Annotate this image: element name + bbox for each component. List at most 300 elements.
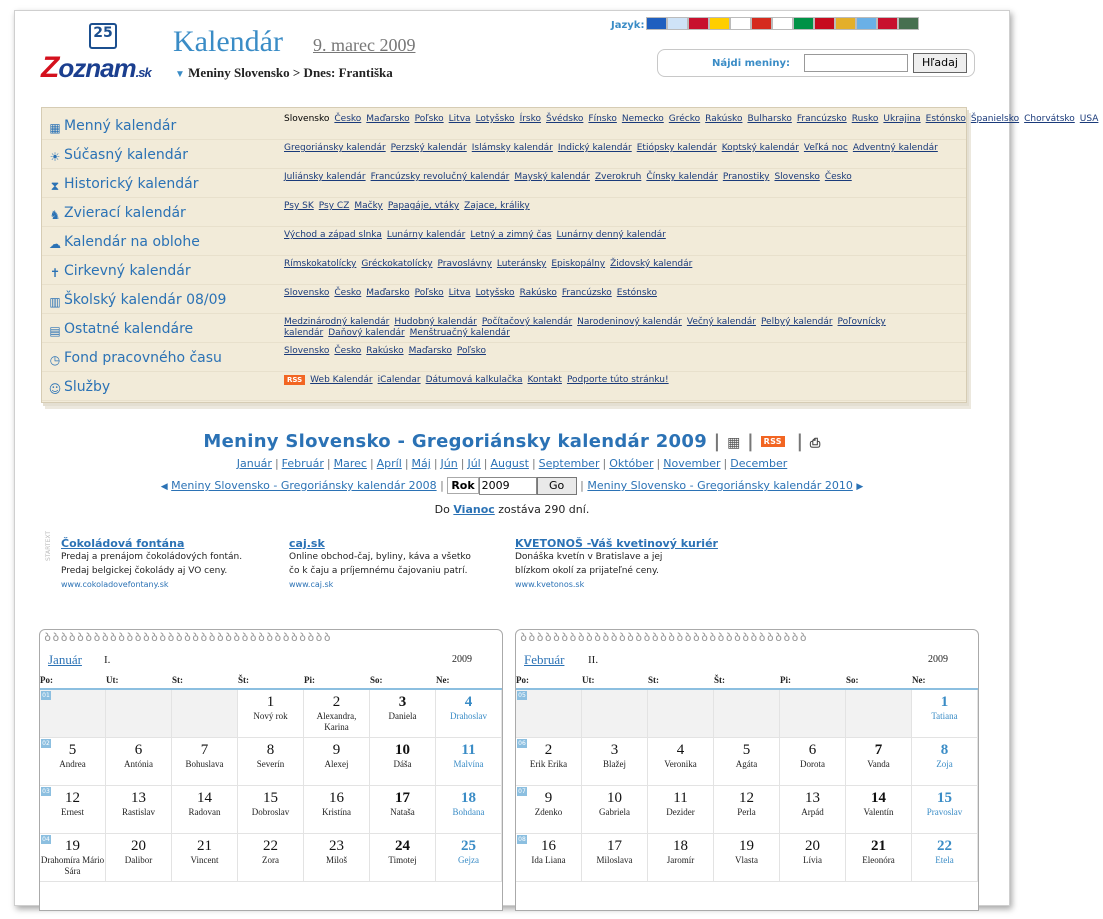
menu-link[interactable]: Papagáje, vtáky [387,201,460,211]
menu-link[interactable]: Mayský kalendár [514,172,590,182]
menu-link[interactable]: Čínsky kalendár [646,172,718,182]
month-link[interactable]: Apríl [376,457,402,470]
month-link[interactable]: Október [609,457,654,470]
category-links [284,143,960,154]
weekday-label: Ut: [582,675,595,685]
weekday-label: Pi: [780,675,791,685]
weekday-header [40,672,502,690]
nameday: Drahomíra Mário Sára [40,855,105,876]
menu-link[interactable]: Česko [334,114,362,124]
language-flag-5[interactable] [730,17,751,30]
day-cell[interactable] [912,786,978,834]
nameday: Zoja [936,759,953,769]
christmas-link[interactable]: Vianoc [453,503,495,516]
nameday: Alexandra, Karina [316,711,357,732]
day-number: 17 [607,838,622,854]
day-cell[interactable] [304,834,370,882]
menu-link[interactable]: Bulharsko [747,114,792,124]
day-number: 21 [871,838,886,854]
day-cell[interactable] [582,834,648,882]
day-number: 8 [266,742,275,758]
language-flag-2[interactable] [667,17,688,30]
day-number: 7 [874,742,883,758]
print-icon[interactable]: ⎙ [809,436,821,451]
search-input[interactable] [804,54,908,72]
nameday: Tatiana [931,711,958,721]
day-grid [40,690,502,882]
site-title[interactable]: Kalendár [173,25,283,58]
menu-link[interactable]: Pranostiky [722,172,770,182]
empty-cell [648,690,714,738]
weekday-label: So: [846,675,859,685]
day-cell[interactable] [780,786,846,834]
language-flag-3[interactable] [688,17,709,30]
menu-row [42,343,966,372]
menu-link[interactable]: Luteránsky [496,259,547,269]
menu-link[interactable]: Francúzsky revolučný kalendár [370,172,510,182]
day-cell[interactable] [516,834,582,882]
menu-link[interactable]: Letný a zimný čas [470,230,552,240]
month-link[interactable]: December [730,457,788,470]
day-number: 2 [544,742,553,758]
category-icon: ◷ [49,353,61,367]
ad-line: Online obchod-čaj, byliny, káva a všetko [289,552,471,562]
menu-link[interactable]: Menštruačný kalendár [409,328,510,338]
menu-row [42,111,1099,140]
menu-link[interactable]: Litva [448,114,471,124]
category-links [284,259,960,270]
day-number: 22 [263,838,278,854]
ad-title[interactable]: Čokoládová fontána [61,537,185,550]
language-flag-13[interactable] [898,17,919,30]
separator: | [460,457,465,470]
day-cell[interactable] [780,738,846,786]
day-number: 19 [739,838,754,854]
menu-link[interactable]: Hudobný kalendár [394,317,477,327]
day-number: 14 [871,790,886,806]
menu-link[interactable]: Slovensko [284,346,330,356]
year-input[interactable]: 2009 [479,477,537,495]
day-cell[interactable] [582,738,648,786]
month-link[interactable]: August [490,457,529,470]
menu-link[interactable]: Rusko [851,114,879,124]
day-cell[interactable] [436,834,502,882]
zoznam-logo[interactable] [41,19,171,84]
nameday: Miloš [325,855,347,865]
day-cell[interactable] [648,738,714,786]
menu-category[interactable] [48,234,200,251]
language-flag-10[interactable] [835,17,856,30]
menu-link[interactable]: Mačky [354,201,383,211]
category-icon: ☁ [49,237,61,251]
day-number: 5 [742,742,751,758]
month-name[interactable]: Január [48,652,82,667]
day-cell[interactable] [516,738,582,786]
language-flag-8[interactable] [793,17,814,30]
ad-block [515,537,718,592]
day-cell[interactable] [436,738,502,786]
menu-row [42,256,966,285]
menu-link[interactable]: Kontakt [527,375,562,385]
week-number: 01 [42,692,50,699]
day-number: 19 [65,838,80,854]
category-label[interactable]: Zvierací kalendár [64,205,186,221]
menu-link[interactable]: Pelbyý kalendár [760,317,833,327]
menu-link[interactable]: Grécko [668,114,701,124]
menu-link[interactable]: Ukrajina [883,114,921,124]
menu-link[interactable]: Narodeninový kalendár [577,317,682,327]
ad-url[interactable]: www.caj.sk [289,580,334,589]
menu-link[interactable]: Veľká noc [803,143,848,153]
menu-link[interactable]: Česko [334,288,362,298]
day-number: 18 [673,838,688,854]
week-number: 08 [518,836,526,843]
day-number: 20 [131,838,146,854]
menu-category[interactable] [48,263,191,280]
day-number: 7 [200,742,209,758]
menu-category[interactable] [48,147,188,164]
ads-tag: STARTEXT [45,531,52,561]
month-nav [15,457,1009,470]
menu-link[interactable]: Web Kalendár [310,375,373,385]
menu-link[interactable]: Episkopálny [551,259,606,269]
language-flag-12[interactable] [877,17,898,30]
page-title: Meniny Slovensko - Gregoriánsky kalendár 2009 | ▦ | RSS | ⎙ [203,431,821,452]
menu-category[interactable] [48,205,186,222]
menu-link[interactable]: Gréckokatolícky [361,259,433,269]
day-cell[interactable] [370,786,436,834]
day-cell[interactable] [846,738,912,786]
empty-cell [40,690,106,738]
language-flag-7[interactable] [772,17,793,30]
category-icon: ▤ [49,324,61,338]
menu-link[interactable]: Francúzsko [561,288,612,298]
month-link[interactable]: Máj [411,457,431,470]
language-flag-4[interactable] [709,17,730,30]
day-cell[interactable] [370,834,436,882]
day-number: 22 [937,838,952,854]
menu-link[interactable]: Írsko [519,114,542,124]
menu-link[interactable]: Večný kalendár [686,317,756,327]
day-number: 15 [263,790,278,806]
day-number: 20 [805,838,820,854]
category-label[interactable]: Školský kalendár 08/09 [64,292,227,308]
menu-link[interactable]: Estónsko [616,288,657,298]
next-year-link[interactable]: Meniny Slovensko - Gregoriánsky kalendár 2010 [587,479,853,492]
day-cell[interactable] [516,786,582,834]
nameday: Dorota [800,759,825,769]
menu-link[interactable]: Zverokruh [594,172,642,182]
category-links [284,288,960,299]
empty-cell [846,690,912,738]
nameday: Miloslava [596,855,633,865]
menu-link[interactable]: Gregoriánsky kalendár [284,143,386,153]
nameday: Zora [262,855,279,865]
day-number: 10 [607,790,622,806]
menu-link[interactable]: Španielsko [970,114,1020,124]
category-label[interactable]: Kalendár na oblohe [64,234,200,250]
month-link[interactable]: Január [236,457,272,470]
month-link[interactable]: Marec [333,457,367,470]
language-flag-9[interactable] [814,17,835,30]
day-number: 5 [68,742,77,758]
day-cell[interactable] [714,738,780,786]
day-cell[interactable] [40,738,106,786]
day-number: 11 [461,742,476,758]
category-label[interactable]: Historický kalendár [64,176,199,192]
menu-link[interactable]: Dátumová kalkulačka [425,375,523,385]
day-cell[interactable] [436,690,502,738]
day-cell[interactable] [304,786,370,834]
menu-link[interactable]: Psy CZ [318,201,350,211]
menu-link[interactable]: Poľsko [414,114,444,124]
menu-link[interactable]: Medzinárodný kalendár [284,317,390,327]
ad-line: Predaj a prenájom čokoládových fontán. [61,552,243,562]
menu-link[interactable]: Maďarsko [408,346,452,356]
day-cell[interactable] [106,738,172,786]
empty-cell [516,690,582,738]
menu-link[interactable]: Chorvátsko [1024,114,1075,124]
week-number: 07 [518,788,526,795]
day-cell[interactable] [912,738,978,786]
rss-icon[interactable]: RSS [284,375,305,385]
day-number: 6 [808,742,817,758]
menu-link[interactable]: Počítačový kalendár [481,317,573,327]
menu-category[interactable] [48,118,176,135]
menu-link[interactable]: Lotyšsko [475,288,515,298]
menu-link[interactable]: Slovensko [284,288,330,298]
day-cell[interactable] [648,834,714,882]
weekday-label: Št: [238,675,249,685]
menu-link[interactable]: Indický kalendár [557,143,632,153]
calendar-february [515,629,979,911]
menu-link[interactable]: Rakúsko [705,114,743,124]
menu-link[interactable]: Nemecko [621,114,664,124]
day-cell[interactable] [40,786,106,834]
menu-category[interactable] [48,176,199,193]
menu-link[interactable]: Etiópsky kalendár [636,143,717,153]
month-roman: II. [588,654,599,666]
empty-cell [582,690,648,738]
nameday: Alexej [324,759,349,769]
weekday-label: Po: [40,675,53,685]
nameday: Erik Erika [529,759,568,769]
menu-link[interactable]: Psy SK [284,201,314,211]
menu-link[interactable]: Francúzsko [796,114,847,124]
day-cell[interactable] [582,786,648,834]
separator: | [483,457,488,470]
nameday: Dáša [393,759,412,769]
day-cell[interactable] [714,834,780,882]
menu-link[interactable]: Česko [824,172,852,182]
weekday-label: Ne: [912,675,926,685]
nameday: Rastislav [122,807,155,817]
day-cell[interactable] [912,834,978,882]
menu-link[interactable]: Poľovnícky kalendár [284,317,886,338]
category-label[interactable]: Fond pracovného času [64,350,222,366]
nameday: Timotej [388,855,417,865]
menu-link[interactable]: Česko [334,346,362,356]
menu-link[interactable]: Daňový kalendár [328,328,405,338]
day-cell[interactable] [238,690,304,738]
day-cell[interactable] [304,690,370,738]
menu-link[interactable]: Estónsko [925,114,966,124]
nameday: Nataša [390,807,415,817]
menu-link[interactable]: Poľsko [414,288,444,298]
day-cell[interactable] [238,738,304,786]
menu-link[interactable]: Zajace, králiky [464,201,530,211]
ad-url[interactable]: www.kvetonos.sk [515,580,585,589]
spiral-binding: ბბბბბბბბბბბბბბბბბბბბბბბბბბბბბბბბბბბ [520,630,808,644]
spiral-binding: ბბბბბბბბბბბბბბბბბბბბბბბბბბბბბბბბბბბ [44,630,332,644]
month-name[interactable]: Február [524,652,565,667]
day-number: 9 [332,742,341,758]
ad-title[interactable]: KVETONOŠ -Váš kvetinový kuriér [515,537,718,550]
menu-link[interactable]: Židovský kalendár [610,259,693,269]
day-number: 8 [940,742,949,758]
menu-category[interactable] [48,379,110,396]
nameday: Kristína [322,807,351,817]
nameday: Vincent [190,855,219,865]
month-link[interactable]: Júl [467,457,481,470]
month-roman: I. [104,654,111,666]
go-button[interactable]: Go [537,477,577,495]
category-label[interactable]: Ostatné kalendáre [64,321,194,337]
day-cell[interactable] [172,738,238,786]
menu-category[interactable] [48,292,226,309]
month-link[interactable]: November [663,457,721,470]
category-label[interactable]: Cirkevný kalendár [64,263,191,279]
day-cell[interactable] [648,786,714,834]
calendar-icon[interactable]: ▦ [727,435,741,451]
day-cell[interactable] [846,834,912,882]
language-flag-11[interactable] [856,17,877,30]
day-cell[interactable] [106,834,172,882]
day-cell[interactable] [238,834,304,882]
logo-wordmark: Zoznam.sk [41,51,151,84]
day-cell[interactable] [106,786,172,834]
nameday: Vlasta [735,855,758,865]
menu-link[interactable]: Rímskokatolícky [284,259,357,269]
menu-link[interactable]: Švédsko [546,114,584,124]
nameday: Radovan [188,807,221,817]
menu-category[interactable] [48,321,193,338]
nameday: Lívia [803,855,822,865]
nameday: Malvína [453,759,484,769]
separator: | [723,457,728,470]
menu-link[interactable]: Pravoslávny [437,259,492,269]
category-label[interactable]: Služby [64,379,111,395]
day-number: 17 [395,790,410,806]
day-cell[interactable] [436,786,502,834]
menu-link[interactable]: Islámsky kalendár [471,143,553,153]
nameday: Bohdana [452,807,485,817]
menu-link[interactable]: Rakúsko [366,346,404,356]
menu-category[interactable] [48,350,222,367]
day-cell[interactable] [238,786,304,834]
weekday-label: St: [172,675,183,685]
day-cell[interactable] [912,690,978,738]
menu-link[interactable]: Lunárny kalendár [386,230,466,240]
menu-link[interactable]: Maďarsko [366,288,410,298]
menu-link[interactable]: Adventný kalendár [852,143,938,153]
month-link[interactable]: Jún [440,457,458,470]
nameday: Zdenko [534,807,563,817]
menu-link[interactable]: Perzský kalendár [390,143,467,153]
language-flag-6[interactable] [751,17,772,30]
nameday: Valentín [863,807,894,817]
day-cell[interactable] [714,786,780,834]
menu-link[interactable]: Východ a západ slnka [284,230,382,240]
day-cell[interactable] [304,738,370,786]
menu-link[interactable]: Litva [448,288,471,298]
category-icon: ▦ [49,121,61,135]
weekday-label: Št: [714,675,725,685]
arrow-left-icon[interactable]: ◀ [160,482,168,492]
day-number: 1 [266,694,275,710]
rss-icon[interactable]: RSS [761,436,785,447]
menu-link[interactable]: Podporte túto stránku! [566,375,669,385]
chevron-down-icon[interactable]: ▼ [175,69,185,80]
nameday: Perla [737,807,756,817]
category-icon: ⧗ [50,179,60,193]
empty-cell [780,690,846,738]
menu-link[interactable]: iCalendar [377,375,421,385]
category-links [284,317,960,339]
menu-link[interactable]: Lotyšsko [475,114,515,124]
current-date[interactable]: 9. marec 2009 [313,35,416,55]
menu-link[interactable]: Poľsko [456,346,486,356]
nameday: Ernest [61,807,84,817]
menu-link[interactable]: Koptský kalendár [721,143,799,153]
day-number: 12 [739,790,754,806]
month-link[interactable]: Február [281,457,324,470]
weekday-label: Ne: [436,675,450,685]
arrow-right-icon[interactable]: ▶ [856,482,864,492]
search-button[interactable]: Hľadaj [913,53,967,73]
category-label[interactable]: Menný kalendár [64,118,177,134]
day-cell[interactable] [172,786,238,834]
category-label[interactable]: Súčasný kalendár [64,147,188,163]
menu-link[interactable]: Slovensko [774,172,820,182]
nameday: Gabriela [599,807,630,817]
menu-link[interactable]: Maďarsko [366,114,410,124]
month-link[interactable]: September [538,457,600,470]
category-links [284,230,960,241]
day-cell[interactable] [780,834,846,882]
separator: | [369,457,374,470]
day-cell[interactable] [172,834,238,882]
menu-link[interactable]: Fínsko [588,114,617,124]
language-flag-1[interactable] [646,17,667,30]
day-cell[interactable] [370,690,436,738]
menu-link[interactable]: Lunárny denný kalendár [556,230,666,240]
menu-link[interactable]: Rakúsko [519,288,557,298]
day-cell[interactable] [40,834,106,882]
language-bar [611,17,919,33]
separator: | [433,457,438,470]
day-cell[interactable] [846,786,912,834]
ad-url[interactable]: www.cokoladovefontany.sk [61,580,169,589]
prev-year-link[interactable]: Meniny Slovensko - Gregoriánsky kalendár 2008 [171,479,437,492]
menu-link[interactable]: Juliánsky kalendár [284,172,366,182]
ad-title[interactable]: caj.sk [289,537,325,550]
nameday: Vanda [867,759,890,769]
week-number: 05 [518,692,526,699]
menu-link[interactable]: USA [1079,114,1099,124]
day-cell[interactable] [370,738,436,786]
weekday-label: Po: [516,675,529,685]
